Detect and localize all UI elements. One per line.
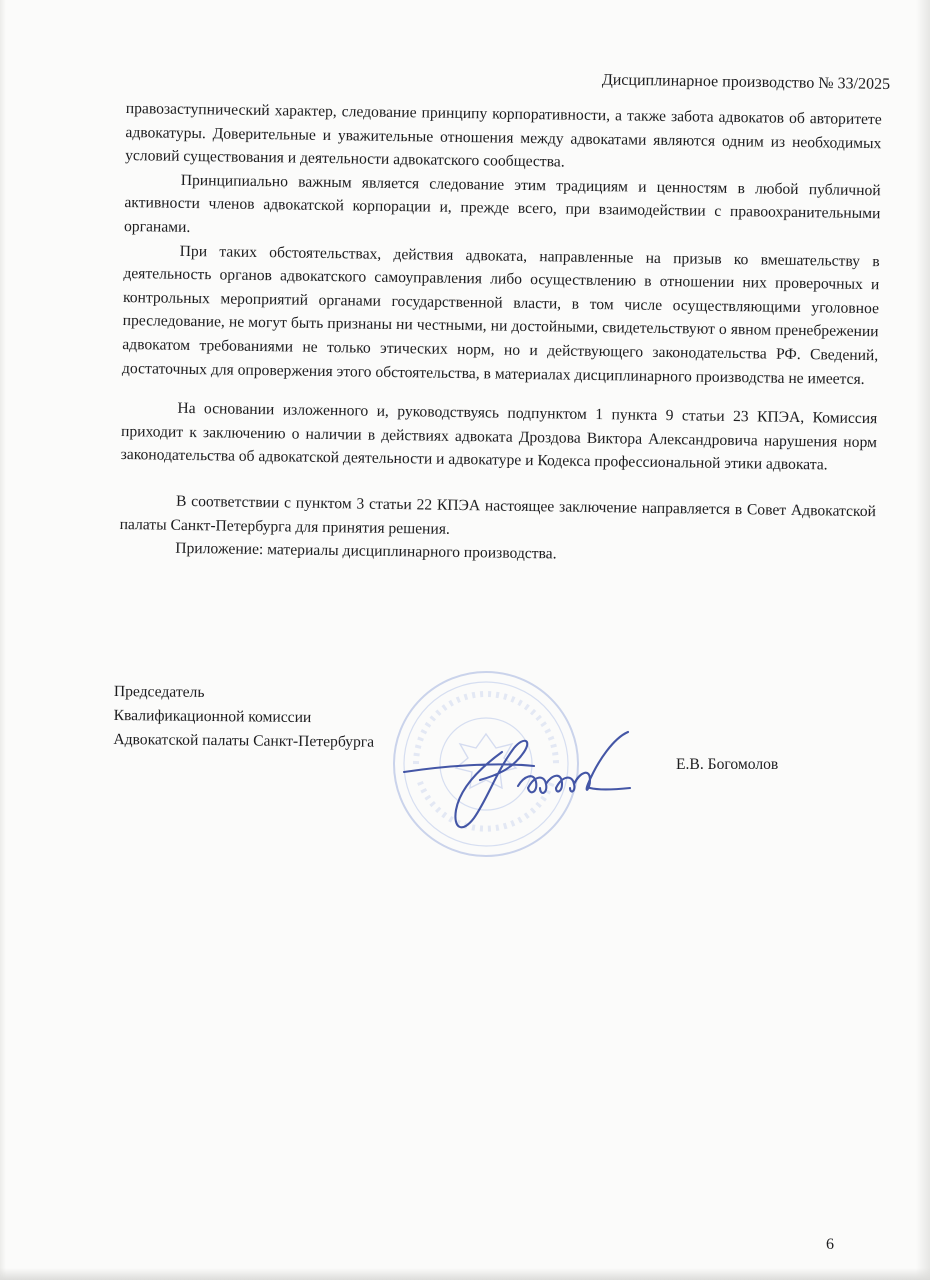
- proceeding-header: Дисциплинарное производство № 33/2025: [601, 71, 891, 93]
- signatory-title-line-2: Квалификационной комиссии: [113, 706, 312, 727]
- signatory-name: Е.В. Богомолов: [676, 756, 779, 773]
- signature-block: [114, 680, 874, 860]
- page-number: 6: [826, 1236, 834, 1253]
- paragraph-2: Принципиально важным является следование этим традициям и ценностям в любой публичной активности членов адвокатской корпорации и, прежде всего, при взаимодействии с правоохранительными органами.: [123, 171, 881, 236]
- paragraph-6: Приложение: материалы дисциплинарного производства.: [175, 539, 557, 563]
- handwritten-signature-icon: [384, 710, 644, 850]
- document-body: [119, 97, 882, 571]
- signatory-title-line-3: Адвокатской палаты Санкт-Петербурга: [113, 730, 375, 751]
- paragraph-3: При таких обстоятельствах, действия адвоката, направленные на призыв ко вмешательству в деятельность органов адвокатского самоуправления либо осуществлению в отношении них проверочных и контрольных мероприятий органами государственной власти, в том числе осуществляющими уголовное преследование, не могут быть признаны ни честными, ни достойными, свидетельствуют о явном пренебрежении адвокатом требованиями не только этических норм, но и действующего законодательства РФ. Сведений, достаточных для опровержения этого обстоятельства, в материалах дисциплинарного производства не имеется.: [121, 242, 880, 388]
- paragraph-4: На основании изложенного и, руководствуясь подпунктом 1 пункта 9 статьи 23 КПЭА, Комиссия приходит к заключению о наличии в действиях адвоката Дроздова Виктора Александровича нарушения норм законодательства об адвокатской деятельности и адвокатуре и Кодекса профессиональной этики адвоката.: [120, 399, 878, 474]
- scan-edge-left: [0, 0, 6, 1280]
- signatory-title: [113, 680, 375, 755]
- paragraph-1: правозаступнический характер, следование принципу корпоративности, а также забота адвокатов об авторитете адвокатуры. Доверительные и уважительные отношения между адвокатами являются одним из необходимых условий существования и деятельности адвокатского сообщества.: [125, 99, 882, 171]
- signatory-title-line-1: Председатель: [113, 682, 205, 701]
- paragraph-5: В соответствии с пунктом 3 статьи 22 КПЭА настоящее заключение направляется в Совет Адвокатской палаты Санкт-Петербурга для принятия решения.: [119, 492, 877, 538]
- scan-edge-right: [916, 0, 930, 1280]
- scan-edge-bottom: [0, 1268, 930, 1280]
